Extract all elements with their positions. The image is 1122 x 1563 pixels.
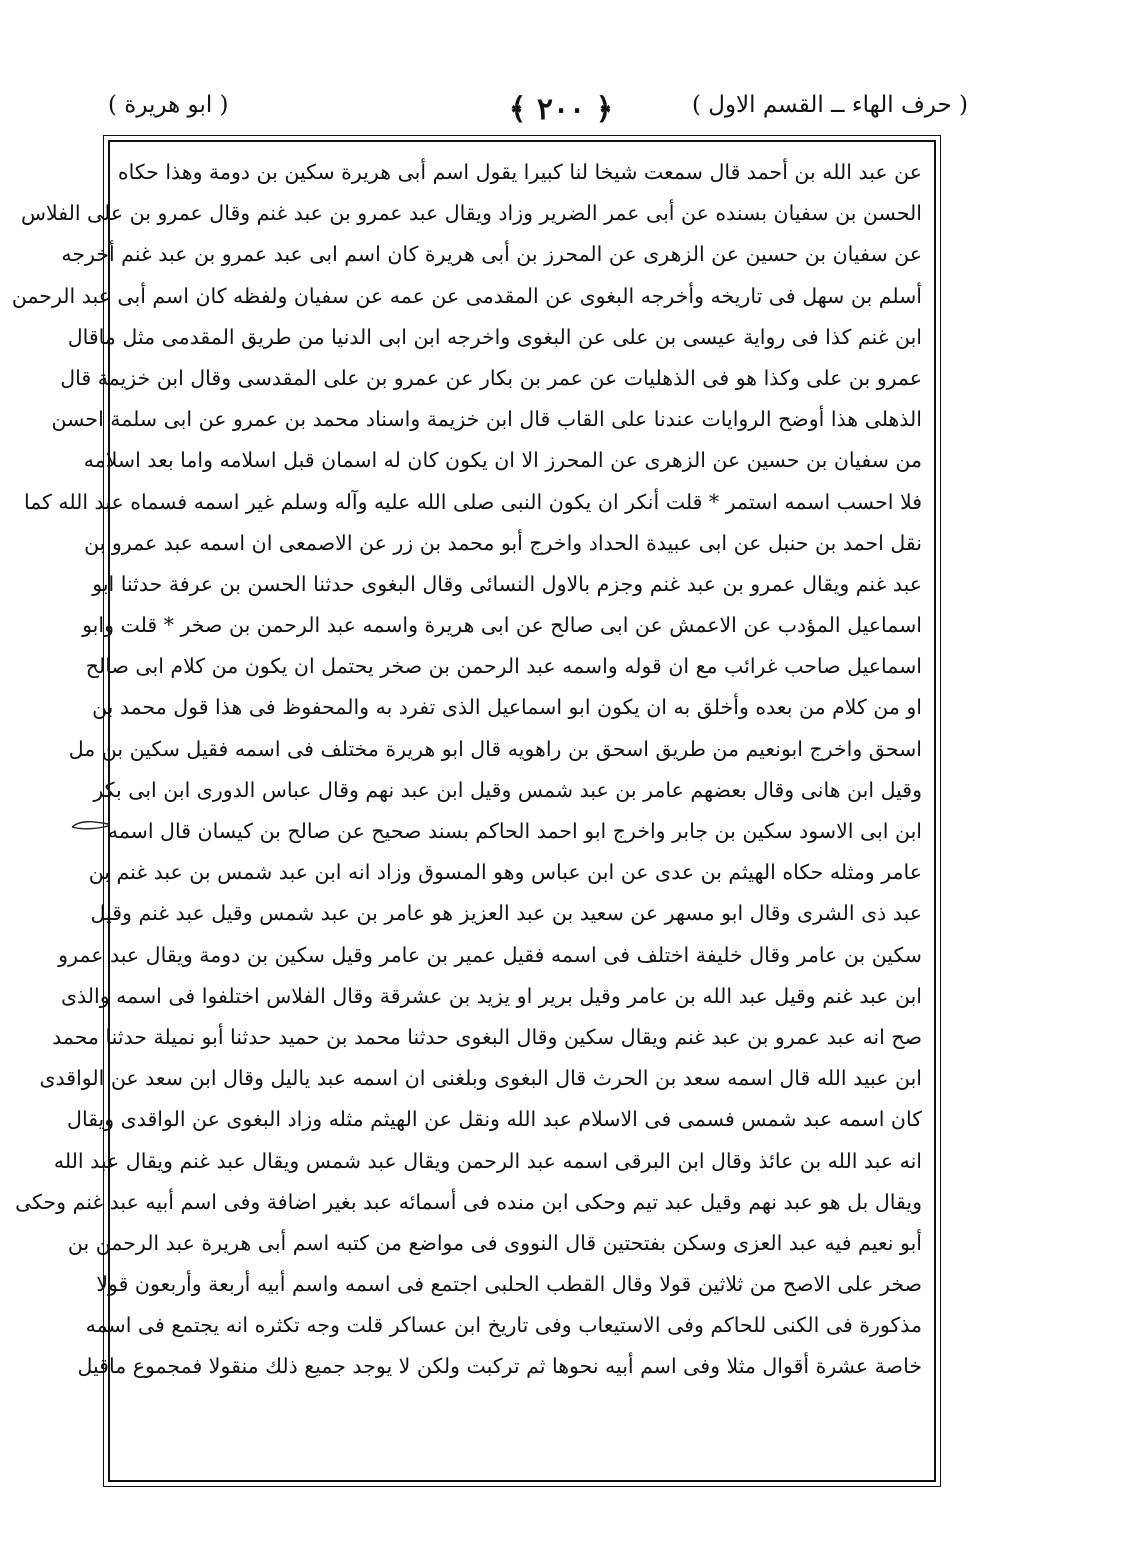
text-line: الذهلى هذا أوضح الروايات عندنا على القاب قال ابن خزيمة واسناد محمد بن عمرو عن ابى سلمة احسن — [51, 407, 922, 432]
page-number: ﴿ ٢٠٠ ﴾ — [508, 92, 614, 127]
text-line: سكين بن عامر وقال خليفة اختلف فى اسمه فقيل عمير بن عامر وقيل سكين بن دومة ويقال عبد عمرو — [58, 942, 922, 967]
text-line: ابن عبيد الله قال اسمه سعد بن الحرث قال البغوى وبلغنى ان اسمه عبد ياليل وقال ابن سعد عن الواقدى — [39, 1066, 922, 1091]
text-line: صخر على الاصح من ثلاثين قولا وقال القطب الحلبى اجتمع فى اسمه واسم أبيه أربعة وأربعون قولا — [96, 1272, 922, 1297]
text-line: خاصة عشرة أقوال مثلا وفى اسم أبيه نحوها ثم تركبت ولكن لا يوجد جميع ذلك منقولا فمجموع ماقيل — [77, 1354, 922, 1379]
entry-heading: ( ابو هريرة ) — [108, 92, 229, 118]
text-line: أسلم بن سهل فى تاريخه وأخرجه البغوى عن المقدمى عن عمه عن سفيان ولفظه كان اسم أبى عبد الرحمن — [11, 283, 922, 308]
text-line: مذكورة فى الكنى للحاكم وفى الاستيعاب وفى تاريخ ابن عساكر قلت وجه تكثره انه يجتمع فى اسمه — [85, 1313, 922, 1338]
text-line: انه عبد الله بن عائذ وقال ابن البرقى اسمه عبد الرحمن ويقال عبد شمس ويقال عبد غنم ويقال عبد الله — [53, 1148, 922, 1173]
text-line: فلا احسب اسمه استمر * قلت أنكر ان يكون النبى صلى الله عليه وآله وسلم غير اسمه فسماه عبد الله كما — [23, 489, 922, 514]
text-line: ابن ابى الاسود سكين بن جابر واخرج ابو احمد الحاكم بسند صحيح عن صالح بن كيسان قال اسمه — [107, 819, 922, 843]
text-line: اسماعيل صاحب غرائب مع ان قوله واسمه عبد الرحمن بن صخر يحتمل ان يكون من كلام ابى صالح — [85, 654, 922, 679]
page-header — [108, 92, 968, 138]
margin-pen-mark — [70, 818, 110, 832]
body-text — [11, 152, 922, 1388]
text-line: نقل احمد بن حنبل عن ابى عبيدة الحداد واخرج أبو محمد بن زر عن الاصمعى ان اسمه عبد عمرو بن — [84, 530, 922, 555]
text-line: وقيل ابن هانى وقال بعضهم عامر بن عبد شمس وقيل ابن عبد نهم وقال عباس الدورى ابن ابى بكر — [93, 777, 922, 802]
text-line: كان اسمه عبد شمس فسمى فى الاسلام عبد الله ونقل عن الهيثم مثله وزاد البغوى عن الواقدى ويقال — [67, 1107, 922, 1132]
text-line: الحسن بن سفيان بسنده عن أبى عمر الضرير وزاد ويقال عبد عمرو بن عبد غنم وقال عمرو بن على الفلاس — [20, 201, 922, 226]
chapter-heading: ( حرف الهاء ــ القسم الاول ) — [691, 92, 968, 118]
text-frame — [11, 140, 936, 1482]
text-line: ابن عبد غنم وقيل عبد الله بن عامر وقيل برير او يزيد بن عشرقة وقال الفلاس اختلفوا فى اسمه والذى — [60, 983, 922, 1008]
text-line: عن سفيان بن حسين عن الزهرى عن المحرز بن أبى هريرة كان اسم ابى عبد عمرو بن عبد غنم أخرجه — [61, 242, 922, 267]
text-line: اسحق واخرج ابونعيم من طريق اسحق بن راهويه قال ابو هريرة مختلف فى اسمه فقيل سكين بن مل — [68, 736, 922, 761]
text-line: عامر ومثله حكاه الهيثم بن عدى عن ابن عباس وهو المسوق وزاد انه ابن عبد شمس بن عبد غنم بن — [88, 860, 922, 885]
text-line: او من كلام من بعده وأخلق به ان يكون ابو اسماعيل الذى تفرد به والمحفوظ فى هذا قول محمد بن — [92, 695, 922, 720]
text-line: اسماعيل المؤدب عن الاعمش عن ابى صالح عن ابى هريرة واسمه عبد الرحمن بن صخر * قلت وابو — [82, 613, 922, 638]
text-line: صح انه عبد عمرو بن عبد غنم ويقال سكين وقال البغوى حدثنا محمد بن حميد حدثنا أبو نميلة حدثنا محمد — [52, 1024, 922, 1049]
text-line: عبد ذى الشرى وقال ابو مسهر عن سعيد بن عبد العزيز هو عامر بن عبد شمس وقيل عبد غنم وقيل — [90, 901, 922, 926]
text-line: عمرو بن على وكذا هو فى الذهليات عن عمر بن بكار عن عمرو بن على المقدسى وقال ابن خزيمة قال — [60, 365, 922, 390]
text-line: ويقال بل هو عبد نهم وقيل عبد تيم وحكى ابن منده فى أسمائه عبد بغير اضافة وفى اسم أبيه عبد غنم وحكى — [15, 1189, 922, 1214]
text-line: من سفيان بن حسين عن الزهرى عن المحرز الا ان يكون كان له اسمان قبل اسلامه واما بعد اسلامه — [83, 448, 922, 473]
text-line: عن عبد الله بن أحمد قال سمعت شيخا لنا كبيرا يقول اسم أبى هريرة سكين بن دومة وهذا حكاه — [117, 160, 922, 184]
text-line: ابن غنم كذا فى رواية عيسى بن على عن البغوى واخرجه ابن ابى الدنيا من طريق المقدمى مثل ماقال — [67, 324, 922, 349]
text-line: عبد غنم ويقال عمرو بن عبد غنم وجزم بالاول النسائى وقال البغوى حدثنا الحسن بن عرفة حدثنا ابو — [92, 571, 922, 596]
text-line: أبو نعيم فيه عبد العزى وسكن بفتحتين قال النووى فى مواضع من كتبه اسم أبى هريرة عبد الرحمن بن — [67, 1230, 922, 1255]
